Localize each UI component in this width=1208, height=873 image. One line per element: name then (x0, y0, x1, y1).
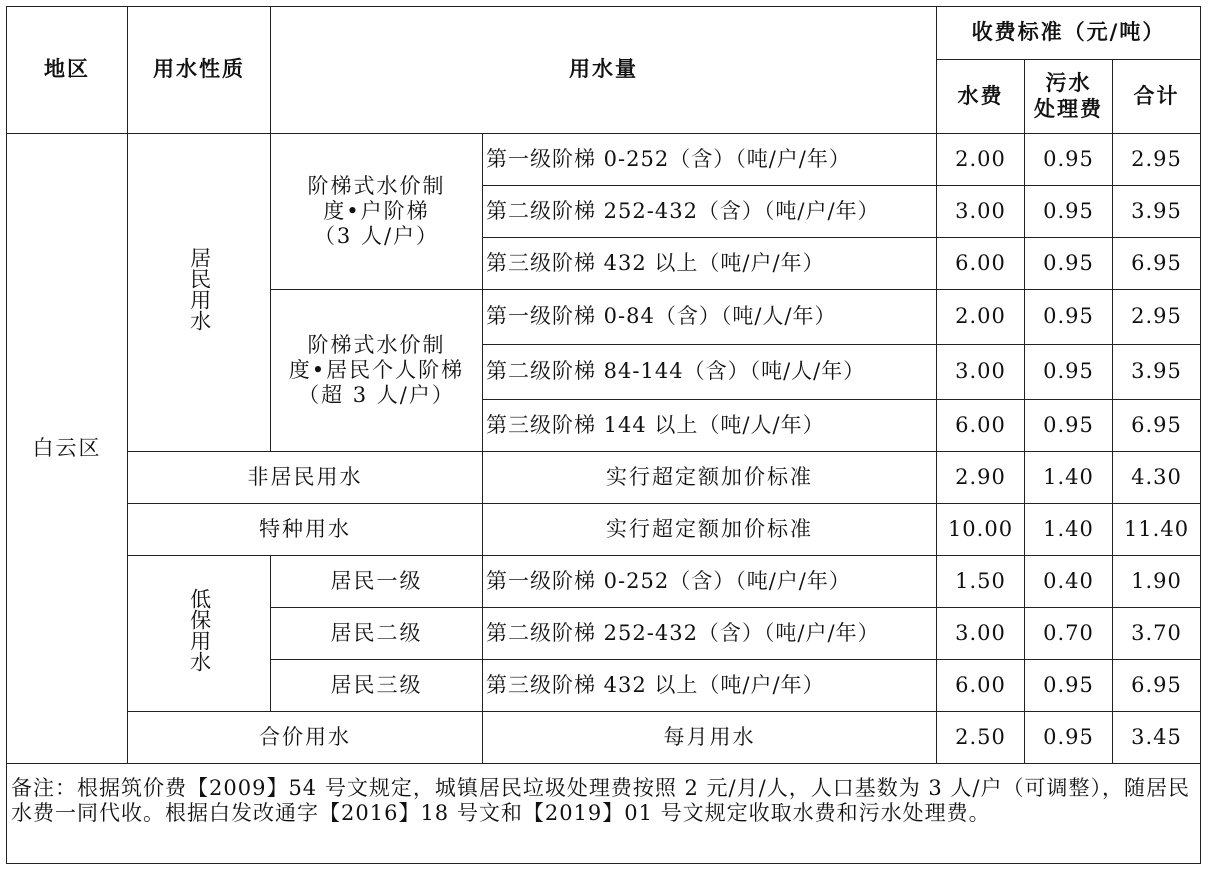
water-fee-cell: 3.00 (937, 345, 1025, 400)
water-fee-cell: 1.50 (937, 556, 1025, 608)
usage-cell: 第一级阶梯 0-252（含）（吨/户/年） (483, 134, 937, 186)
total-cell: 11.40 (1113, 504, 1201, 556)
water-fee-cell: 6.00 (937, 238, 1025, 290)
header-sewage-fee (1025, 60, 1113, 134)
sewage-fee-cell: 0.95 (1025, 238, 1113, 290)
usage-cell: 第三级阶梯 432 以上（吨/户/年） (483, 660, 937, 712)
special-label: 特种用水 (128, 504, 483, 556)
header-standard: 收费标准（元/吨） (937, 7, 1201, 60)
header-usage: 用水量 (271, 7, 937, 134)
total-cell: 2.95 (1113, 134, 1201, 186)
total-cell: 2.95 (1113, 290, 1201, 345)
usage-cell: 第三级阶梯 432 以上（吨/户/年） (483, 238, 937, 290)
usage-cell: 第一级阶梯 0-84（含）（吨/人/年） (483, 290, 937, 345)
residential-label (128, 134, 271, 452)
sewage-fee-cell: 0.95 (1025, 345, 1113, 400)
total-cell: 3.70 (1113, 608, 1201, 660)
table-row (7, 556, 1201, 608)
region-name: 白云区 (7, 134, 128, 764)
usage-cell: 第二级阶梯 84-144（含）（吨/人/年） (483, 345, 937, 400)
usage-cell: 实行超定额加价标准 (483, 452, 937, 504)
total-cell: 4.30 (1113, 452, 1201, 504)
usage-cell: 第三级阶梯 144 以上（吨/人/年） (483, 400, 937, 452)
table-row (7, 504, 1201, 556)
sewage-fee-cell: 0.95 (1025, 660, 1113, 712)
low-income-label-text: 低保用水 (187, 588, 212, 673)
footnote: 备注：根据筑价费【2009】54 号文规定，城镇居民垃圾处理费按照 2 元/月/人，人口基数为 3 人/户（可调整），随居民水费一同代收。根据白发改通字【2016】18 号文和【2019】01 号文规定收取水费和污水处理费。 (7, 764, 1201, 864)
personal-tier-line1: 阶梯式水价制 (307, 332, 446, 357)
water-fee-cell: 6.00 (937, 660, 1025, 712)
water-fee-cell: 2.00 (937, 134, 1025, 186)
usage-cell: 每月用水 (483, 712, 937, 764)
personal-tier-line3: （超 3 人/户） (298, 383, 455, 408)
water-fee-cell: 3.00 (937, 186, 1025, 238)
household-tier-line2: 度•户阶梯 (323, 198, 430, 223)
usage-cell: 实行超定额加价标准 (483, 504, 937, 556)
total-cell: 3.45 (1113, 712, 1201, 764)
water-fee-cell: 6.00 (937, 400, 1025, 452)
household-tier-line3: （3 人/户） (313, 224, 440, 249)
table-row (7, 452, 1201, 504)
water-fee-cell: 2.50 (937, 712, 1025, 764)
total-cell: 6.95 (1113, 238, 1201, 290)
water-fee-cell: 3.00 (937, 608, 1025, 660)
header-region: 地区 (7, 7, 128, 134)
combined-label: 合价用水 (128, 712, 483, 764)
header-nature: 用水性质 (128, 7, 271, 134)
header-total: 合计 (1113, 60, 1201, 134)
level-cell: 居民一级 (271, 556, 483, 608)
table-row (7, 712, 1201, 764)
table-row (7, 134, 1201, 186)
household-tier-label (271, 134, 483, 290)
personal-tier-label (271, 290, 483, 452)
low-income-label (128, 556, 271, 712)
sewage-fee-cell: 0.70 (1025, 608, 1113, 660)
sewage-fee-cell: 0.95 (1025, 712, 1113, 764)
total-cell: 1.90 (1113, 556, 1201, 608)
sewage-fee-cell: 0.95 (1025, 134, 1113, 186)
level-cell: 居民三级 (271, 660, 483, 712)
usage-cell: 第二级阶梯 252-432（含）（吨/户/年） (483, 186, 937, 238)
header-sewage-fee-line2: 处理费 (1034, 96, 1103, 121)
sewage-fee-cell: 0.95 (1025, 186, 1113, 238)
residential-label-text: 居民用水 (187, 247, 212, 332)
personal-tier-line2: 度•居民个人阶梯 (288, 357, 465, 382)
water-fee-cell: 10.00 (937, 504, 1025, 556)
total-cell: 3.95 (1113, 345, 1201, 400)
header-water-fee: 水费 (937, 60, 1025, 134)
water-fee-cell: 2.00 (937, 290, 1025, 345)
sewage-fee-cell: 0.95 (1025, 400, 1113, 452)
usage-cell: 第一级阶梯 0-252（含）（吨/户/年） (483, 556, 937, 608)
water-fee-cell: 2.90 (937, 452, 1025, 504)
sewage-fee-cell: 0.40 (1025, 556, 1113, 608)
level-cell: 居民二级 (271, 608, 483, 660)
water-tariff-table (6, 6, 1201, 864)
sewage-fee-cell: 0.95 (1025, 290, 1113, 345)
sewage-fee-cell: 1.40 (1025, 504, 1113, 556)
household-tier-line1: 阶梯式水价制 (307, 173, 446, 198)
total-cell: 3.95 (1113, 186, 1201, 238)
header-sewage-fee-line1: 污水 (1045, 71, 1092, 96)
sewage-fee-cell: 1.40 (1025, 452, 1113, 504)
total-cell: 6.95 (1113, 400, 1201, 452)
non-residential-label: 非居民用水 (128, 452, 483, 504)
usage-cell: 第二级阶梯 252-432（含）（吨/户/年） (483, 608, 937, 660)
total-cell: 6.95 (1113, 660, 1201, 712)
